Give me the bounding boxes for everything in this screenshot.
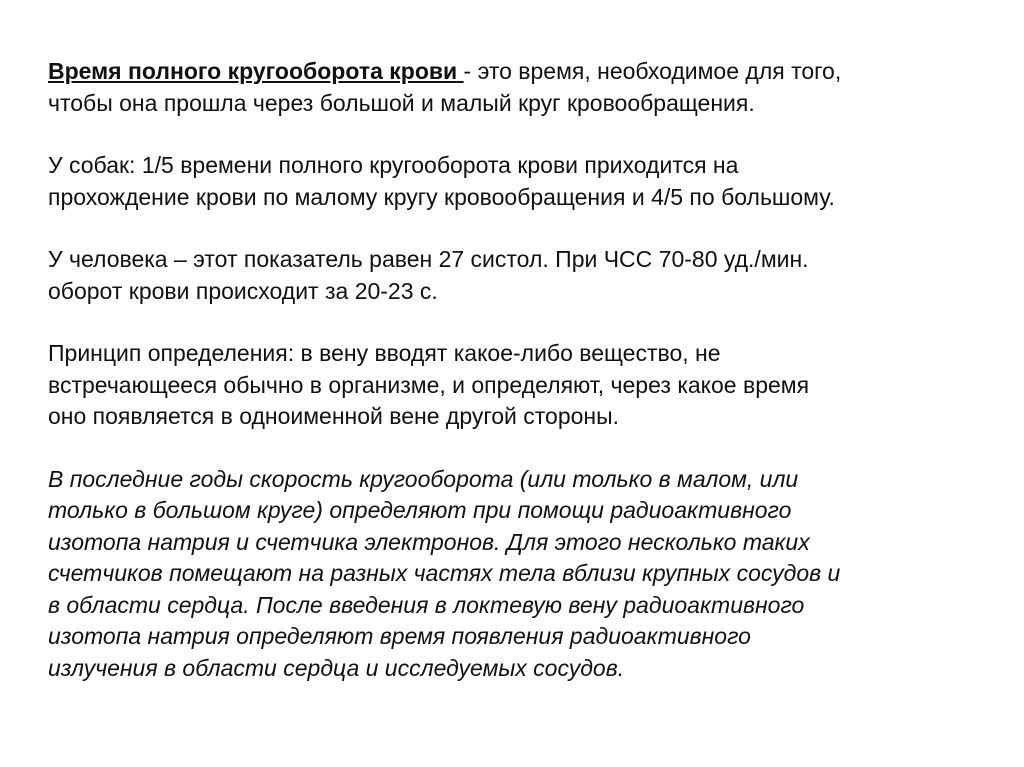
principle-line-3: оно появляется в одноименной вене другой стороны. <box>48 403 620 429</box>
modern-line-6: изотопа натрия определяют время появления радиоактивного <box>48 623 751 649</box>
dogs-line-1: У собак: 1/5 времени полного кругооборота крови приходится на <box>48 152 739 178</box>
principle-line-1: Принцип определения: в вену вводят какое-либо вещество, не <box>48 340 721 366</box>
principle-line-2: встречающееся обычно в организме, и определяют, через какое время <box>48 371 810 398</box>
modern-line-5: в области сердца. После введения в локтевую вену радиоактивного <box>48 591 805 618</box>
definition-line-1-rest: - это время, необходимое для того, <box>463 58 842 84</box>
modern-line-3: изотопа натрия и счетчика электронов. Для этого несколько таких <box>48 528 810 555</box>
modern-line-2: только в большом круге) определяют при помощи радиоактивного <box>48 497 792 523</box>
definition-line-1 <box>48 56 988 88</box>
modern-line-1: В последние годы скорость кругооборота (или только в малом, или <box>48 465 799 492</box>
modern-line-4: счетчиков помещают на разных частях тела вблизи крупных сосудов и <box>48 560 841 586</box>
definition-term: Время полного кругооборота крови <box>48 58 464 84</box>
modern-method-paragraph <box>48 464 988 685</box>
dogs-paragraph <box>48 150 988 213</box>
principle-paragraph <box>48 338 988 433</box>
slide-content <box>48 56 988 715</box>
human-line-2: оборот крови происходит за 20-23 с. <box>48 277 438 304</box>
modern-line-7: излучения в области сердца и исследуемых сосудов. <box>48 654 625 681</box>
dogs-line-2: прохождение крови по малому кругу кровообращения и 4/5 по большому. <box>48 183 835 210</box>
human-paragraph <box>48 244 988 307</box>
definition-paragraph <box>48 56 988 119</box>
human-line-1: У человека – этот показатель равен 27 систол. При ЧСС 70-80 уд./мин. <box>48 246 809 272</box>
definition-line-2: чтобы она прошла через большой и малый круг кровообращения. <box>48 89 755 116</box>
